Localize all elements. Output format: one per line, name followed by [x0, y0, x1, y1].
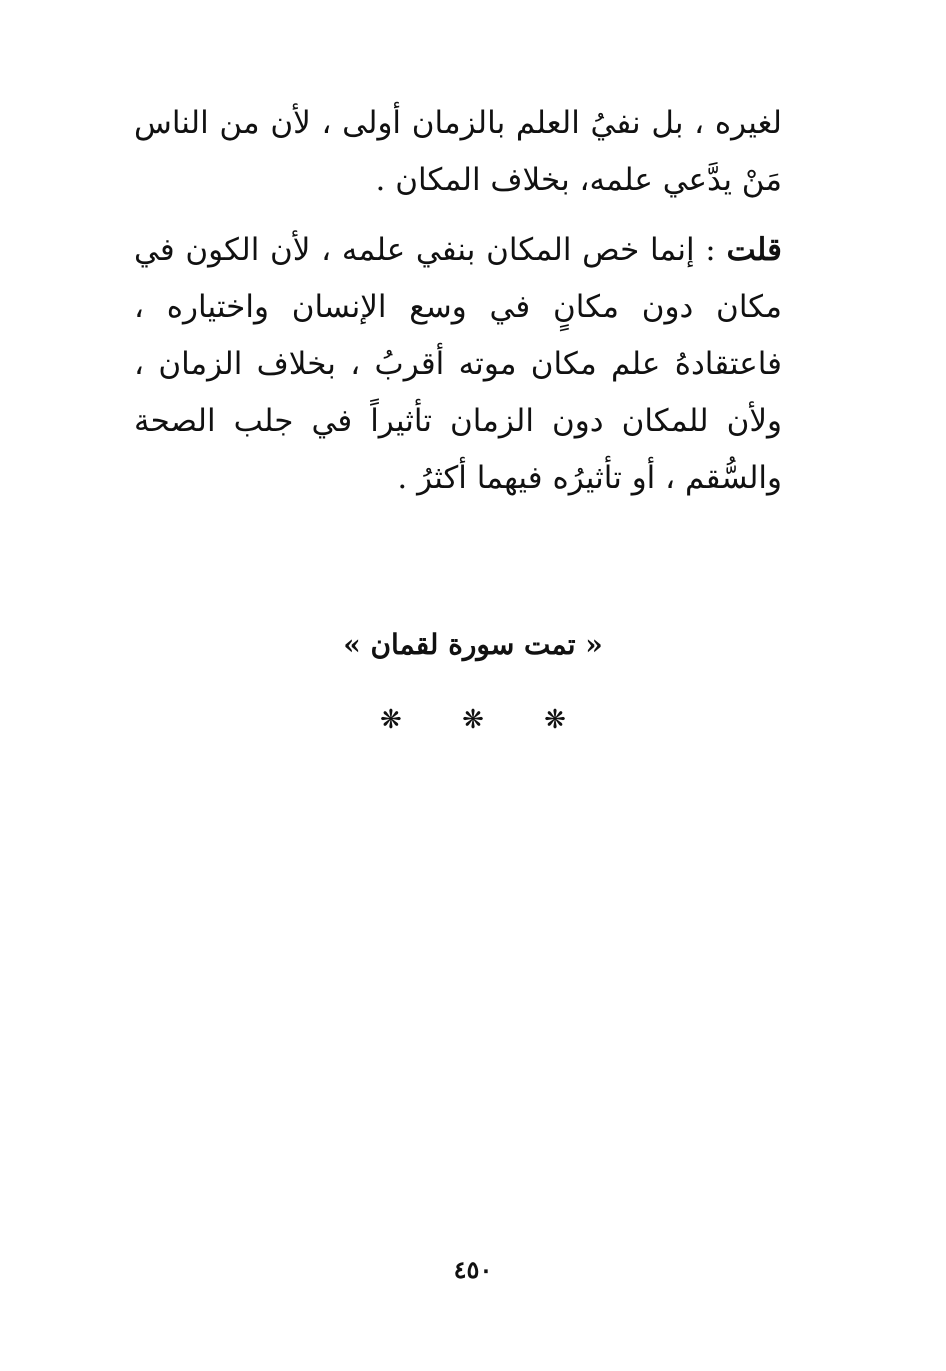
- asterism-icon: ❋: [380, 705, 402, 735]
- paragraph-2-body: : إنما خص المكان بنفي علمه ، لأن الكون في مكان دون مكانٍ في وسع الإنسان واختياره ، فاعتقادهُ علم مكان موته أقربُ ، بخلاف الزمان ، ولأن للمكان دون الزمان تأثيراً في جلب الصحة والسُّقم ، أو تأثيرُه فيهما أكثرُ .: [134, 232, 782, 496]
- paragraph-2: [134, 222, 782, 507]
- paragraph-1-text: لغيره ، بل نفيُ العلم بالزمان أولى ، لأن من الناس مَنْ يدَّعي علمه، بخلاف المكان .: [134, 105, 782, 198]
- asterism-icon: ❋: [544, 705, 566, 735]
- asterism-icon: ❋: [462, 705, 484, 735]
- surah-end-heading: « تمت سورة لقمان »: [343, 628, 603, 661]
- paragraph-2-text: [134, 222, 782, 507]
- ornament-divider: [0, 700, 946, 740]
- page-number: ٤٥٠: [453, 1255, 493, 1284]
- qult-lead-word: قلت: [726, 232, 782, 268]
- paragraph-1: [134, 95, 782, 209]
